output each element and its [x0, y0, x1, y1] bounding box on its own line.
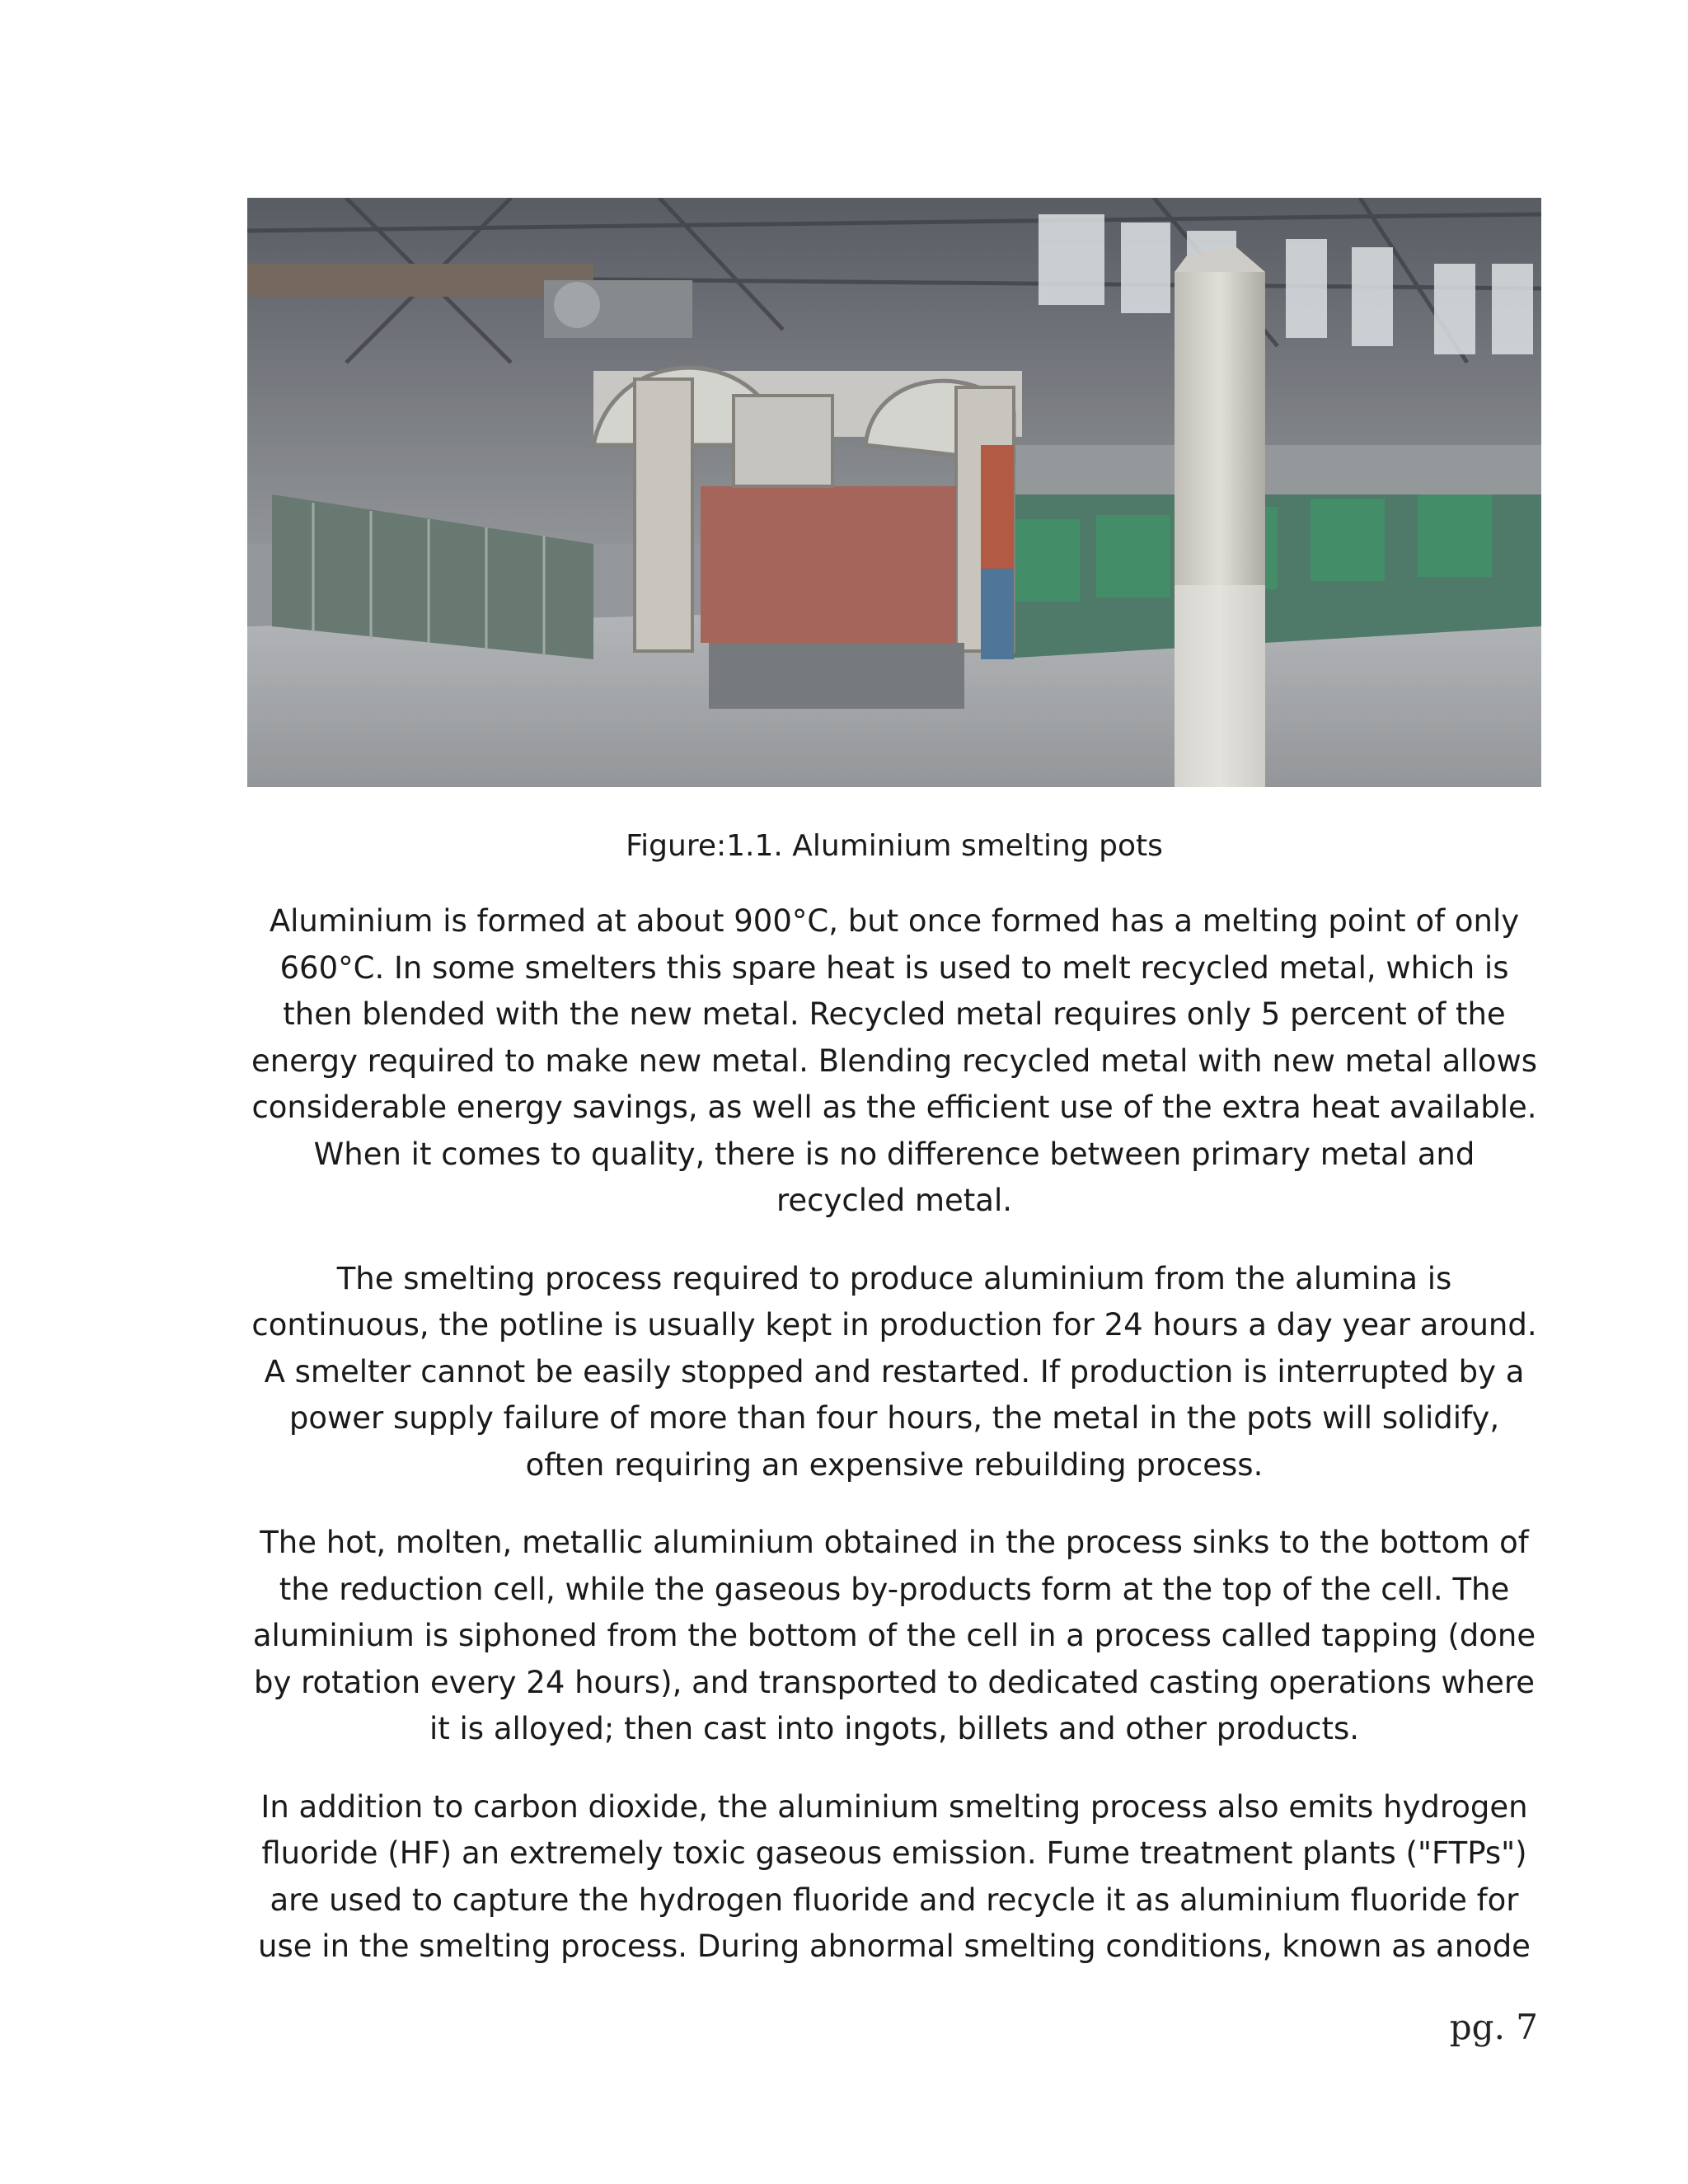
paragraph-continuous-process: The smelting process required to produce aluminium from the alumina is continuous, the potline is usually kept in production for 24 hours a day year around. A smelter cannot be easily stopped and restarted. If production is interrupted by a power supply failure of more than four hours, the metal in the pots will solidify, often requiring an expensive rebuilding process.	[251, 1260, 1537, 1483]
page-number: pg. 7	[1449, 2007, 1538, 2047]
body-text	[247, 898, 1541, 2002]
paragraph-recycled-metal: Aluminium is formed at about 900°C, but once formed has a melting point of only 660°C. In some smelters this spare heat is used to melt recycled metal, which is then blended with the new metal. Recycled metal requires only 5 percent of the energy required to make new metal. Blending recycled metal with new metal allows considerable energy savings, as well as the efficient use of the extra heat available. When it comes to quality, there is no difference between primary metal and recycled metal.	[251, 903, 1538, 1218]
figure-caption: Figure:1.1. Aluminium smelting pots	[626, 829, 1163, 863]
paragraph-tapping: The hot, molten, metallic aluminium obtained in the process sinks to the bottom of the reduction cell, while the gaseous by-products form at the top of the cell. The aluminium is siphoned from the bottom of the cell in a process called tapping (done by rotation every 24 hours), and transported to dedicated casting operations where it is alloyed; then cast into ingots, billets and other products.	[252, 1525, 1536, 1746]
smelting-pots-photo	[247, 198, 1541, 787]
smelting-hall-illustration	[247, 198, 1541, 787]
paragraph-hydrogen-fluoride: In addition to carbon dioxide, the aluminium smelting process also emits hydrogen fluoride (HF) an extremely toxic gaseous emission. Fume treatment plants ("FTPs") are used to capture the hydrogen fluoride and recycle it as aluminium fluoride for use in the smelting process. During abnormal smelting conditions, known as anode	[258, 1788, 1531, 1964]
